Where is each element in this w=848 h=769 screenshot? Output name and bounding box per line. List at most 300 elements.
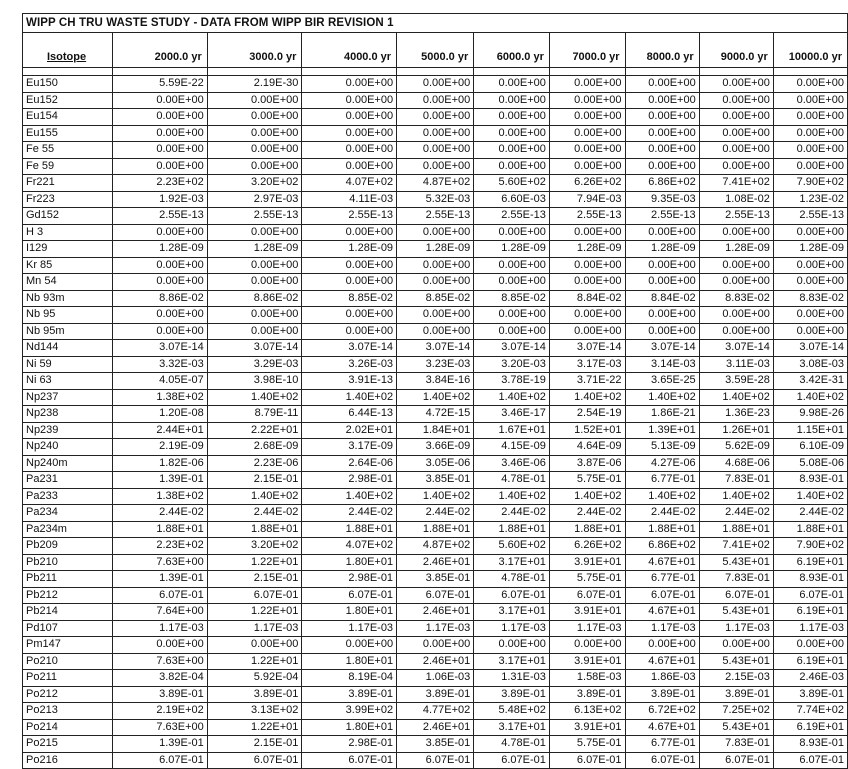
value-cell: 2.55E-13 <box>474 208 550 225</box>
value-cell: 3.59E-28 <box>699 373 773 390</box>
isotope-cell: Po211 <box>23 670 113 687</box>
value-cell: 0.00E+00 <box>549 76 625 93</box>
value-cell: 3.89E-01 <box>474 686 550 703</box>
value-cell: 0.00E+00 <box>474 323 550 340</box>
isotope-cell: Pb210 <box>23 554 113 571</box>
isotope-cell: Fr221 <box>23 175 113 192</box>
table-row <box>23 587 848 604</box>
value-cell: 1.80E+01 <box>302 653 397 670</box>
spacer-row <box>23 33 848 48</box>
value-cell: 0.00E+00 <box>699 323 773 340</box>
value-cell: 0.00E+00 <box>397 257 474 274</box>
isotope-cell: Pb212 <box>23 587 113 604</box>
value-cell: 0.00E+00 <box>699 637 773 654</box>
value-cell: 1.86E-21 <box>625 406 699 423</box>
value-cell: 0.00E+00 <box>207 158 302 175</box>
table-row <box>23 719 848 736</box>
value-cell: 2.44E-02 <box>113 505 208 522</box>
value-cell: 3.05E-06 <box>397 455 474 472</box>
table-row <box>23 521 848 538</box>
value-cell: 2.46E+01 <box>397 719 474 736</box>
value-cell: 5.43E+01 <box>699 653 773 670</box>
value-cell: 0.00E+00 <box>397 224 474 241</box>
value-cell: 6.10E-09 <box>773 439 847 456</box>
value-cell: 1.40E+02 <box>773 488 847 505</box>
value-cell: 0.00E+00 <box>549 158 625 175</box>
table-row <box>23 703 848 720</box>
column-header: 6000.0 yr <box>474 47 550 68</box>
value-cell: 3.07E-14 <box>302 340 397 357</box>
value-cell: 7.64E+00 <box>113 604 208 621</box>
value-cell: 3.17E+01 <box>474 653 550 670</box>
value-cell: 2.55E-13 <box>397 208 474 225</box>
table-row <box>23 439 848 456</box>
value-cell: 7.90E+02 <box>773 538 847 555</box>
value-cell: 1.38E+02 <box>113 488 208 505</box>
value-cell: 6.77E-01 <box>625 472 699 489</box>
value-cell: 1.40E+02 <box>207 389 302 406</box>
value-cell: 0.00E+00 <box>207 109 302 126</box>
value-cell: 0.00E+00 <box>549 257 625 274</box>
value-cell: 4.87E+02 <box>397 538 474 555</box>
value-cell: 4.05E-07 <box>113 373 208 390</box>
value-cell: 0.00E+00 <box>302 274 397 291</box>
value-cell: 0.00E+00 <box>625 92 699 109</box>
value-cell: 1.28E-09 <box>474 241 550 258</box>
isotope-cell: Po214 <box>23 719 113 736</box>
value-cell: 1.39E-01 <box>113 571 208 588</box>
value-cell: 0.00E+00 <box>474 76 550 93</box>
isotope-cell: Mn 54 <box>23 274 113 291</box>
value-cell: 2.64E-06 <box>302 455 397 472</box>
value-cell: 3.89E-01 <box>397 686 474 703</box>
value-cell: 0.00E+00 <box>699 142 773 159</box>
isotope-cell: Fe 55 <box>23 142 113 159</box>
table-row <box>23 92 848 109</box>
value-cell: 1.23E-02 <box>773 191 847 208</box>
value-cell: 4.11E-03 <box>302 191 397 208</box>
value-cell: 1.80E+01 <box>302 604 397 621</box>
value-cell: 0.00E+00 <box>773 92 847 109</box>
value-cell: 3.89E-01 <box>113 686 208 703</box>
value-cell: 0.00E+00 <box>625 224 699 241</box>
table-row <box>23 538 848 555</box>
value-cell: 0.00E+00 <box>113 323 208 340</box>
value-cell: 1.17E-03 <box>302 620 397 637</box>
value-cell: 0.00E+00 <box>113 274 208 291</box>
isotope-cell: Pa231 <box>23 472 113 489</box>
value-cell: 3.89E-01 <box>699 686 773 703</box>
data-table <box>22 13 848 769</box>
value-cell: 0.00E+00 <box>773 224 847 241</box>
value-cell: 1.40E+02 <box>699 488 773 505</box>
value-cell: 3.14E-03 <box>625 356 699 373</box>
isotope-cell: Pb214 <box>23 604 113 621</box>
value-cell: 8.93E-01 <box>773 736 847 753</box>
value-cell: 0.00E+00 <box>773 323 847 340</box>
value-cell: 0.00E+00 <box>474 224 550 241</box>
value-cell: 2.44E-02 <box>474 505 550 522</box>
value-cell: 2.19E+02 <box>113 703 208 720</box>
value-cell: 3.13E+02 <box>207 703 302 720</box>
value-cell: 1.22E+01 <box>207 604 302 621</box>
isotope-cell: Nd144 <box>23 340 113 357</box>
value-cell: 0.00E+00 <box>699 224 773 241</box>
table-row <box>23 76 848 93</box>
value-cell: 3.08E-03 <box>773 356 847 373</box>
table-row <box>23 175 848 192</box>
value-cell: 5.60E+02 <box>474 175 550 192</box>
value-cell: 3.23E-03 <box>397 356 474 373</box>
value-cell: 1.88E+01 <box>302 521 397 538</box>
value-cell: 3.78E-19 <box>474 373 550 390</box>
value-cell: 2.46E-03 <box>773 670 847 687</box>
isotope-cell: I129 <box>23 241 113 258</box>
value-cell: 0.00E+00 <box>474 92 550 109</box>
value-cell: 1.80E+01 <box>302 719 397 736</box>
value-cell: 6.86E+02 <box>625 538 699 555</box>
value-cell: 1.40E+02 <box>474 389 550 406</box>
value-cell: 1.28E-09 <box>113 241 208 258</box>
value-cell: 0.00E+00 <box>207 257 302 274</box>
value-cell: 1.22E+01 <box>207 719 302 736</box>
isotope-cell: Pb209 <box>23 538 113 555</box>
value-cell: 1.88E+01 <box>625 521 699 538</box>
value-cell: 1.17E-03 <box>113 620 208 637</box>
value-cell: 8.19E-04 <box>302 670 397 687</box>
column-header: 5000.0 yr <box>397 47 474 68</box>
value-cell: 8.93E-01 <box>773 571 847 588</box>
value-cell: 1.40E+02 <box>207 488 302 505</box>
value-cell: 3.89E-01 <box>773 686 847 703</box>
value-cell: 5.43E+01 <box>699 554 773 571</box>
value-cell: 0.00E+00 <box>549 125 625 142</box>
isotope-cell: Nb 95 <box>23 307 113 324</box>
value-cell: 6.07E-01 <box>302 587 397 604</box>
table-row <box>23 554 848 571</box>
isotope-cell: Eu155 <box>23 125 113 142</box>
value-cell: 0.00E+00 <box>549 224 625 241</box>
column-header: 8000.0 yr <box>625 47 699 68</box>
value-cell: 0.00E+00 <box>302 257 397 274</box>
value-cell: 1.40E+02 <box>397 389 474 406</box>
value-cell: 0.00E+00 <box>773 637 847 654</box>
value-cell: 0.00E+00 <box>302 92 397 109</box>
value-cell: 0.00E+00 <box>302 142 397 159</box>
column-header: 2000.0 yr <box>113 47 208 68</box>
value-cell: 1.28E-09 <box>773 241 847 258</box>
table-row <box>23 142 848 159</box>
value-cell: 3.87E-06 <box>549 455 625 472</box>
value-cell: 3.82E-04 <box>113 670 208 687</box>
value-cell: 1.20E-08 <box>113 406 208 423</box>
value-cell: 0.00E+00 <box>397 274 474 291</box>
value-cell: 8.86E-02 <box>113 290 208 307</box>
value-cell: 0.00E+00 <box>549 323 625 340</box>
value-cell: 0.00E+00 <box>302 158 397 175</box>
value-cell: 3.66E-09 <box>397 439 474 456</box>
value-cell: 1.88E+01 <box>699 521 773 538</box>
value-cell: 0.00E+00 <box>397 142 474 159</box>
value-cell: 0.00E+00 <box>397 125 474 142</box>
value-cell: 0.00E+00 <box>113 109 208 126</box>
value-cell: 0.00E+00 <box>625 109 699 126</box>
value-cell: 6.07E-01 <box>549 587 625 604</box>
value-cell: 1.28E-09 <box>625 241 699 258</box>
value-cell: 6.07E-01 <box>474 752 550 769</box>
value-cell: 3.07E-14 <box>625 340 699 357</box>
value-cell: 0.00E+00 <box>549 109 625 126</box>
value-cell: 6.07E-01 <box>625 752 699 769</box>
value-cell: 0.00E+00 <box>397 637 474 654</box>
value-cell: 1.17E-03 <box>549 620 625 637</box>
value-cell: 4.78E-01 <box>474 472 550 489</box>
value-cell: 1.06E-03 <box>397 670 474 687</box>
value-cell: 1.86E-03 <box>625 670 699 687</box>
isotope-cell: Fr223 <box>23 191 113 208</box>
value-cell: 5.48E+02 <box>474 703 550 720</box>
value-cell: 1.22E+01 <box>207 653 302 670</box>
value-cell: 3.07E-14 <box>773 340 847 357</box>
isotope-cell: Np237 <box>23 389 113 406</box>
value-cell: 1.88E+01 <box>207 521 302 538</box>
table-row <box>23 389 848 406</box>
value-cell: 0.00E+00 <box>302 109 397 126</box>
value-cell: 0.00E+00 <box>207 307 302 324</box>
value-cell: 2.55E-13 <box>549 208 625 225</box>
table-row <box>23 620 848 637</box>
table-row <box>23 191 848 208</box>
table-row <box>23 505 848 522</box>
value-cell: 0.00E+00 <box>625 125 699 142</box>
isotope-cell: Np240m <box>23 455 113 472</box>
value-cell: 1.67E+01 <box>474 422 550 439</box>
value-cell: 0.00E+00 <box>699 92 773 109</box>
isotope-cell: Pa233 <box>23 488 113 505</box>
isotope-cell: Eu152 <box>23 92 113 109</box>
value-cell: 3.07E-14 <box>699 340 773 357</box>
value-cell: 3.91E-13 <box>302 373 397 390</box>
value-cell: 4.68E-06 <box>699 455 773 472</box>
value-cell: 6.07E-01 <box>773 587 847 604</box>
value-cell: 2.19E-09 <box>113 439 208 456</box>
isotope-cell: Np240 <box>23 439 113 456</box>
value-cell: 4.78E-01 <box>474 571 550 588</box>
isotope-cell: Nb 95m <box>23 323 113 340</box>
value-cell: 2.68E-09 <box>207 439 302 456</box>
table-row <box>23 125 848 142</box>
isotope-cell: Eu150 <box>23 76 113 93</box>
value-cell: 2.55E-13 <box>302 208 397 225</box>
value-cell: 1.39E+01 <box>625 422 699 439</box>
value-cell: 1.80E+01 <box>302 554 397 571</box>
value-cell: 8.79E-11 <box>207 406 302 423</box>
value-cell: 2.44E-02 <box>302 505 397 522</box>
value-cell: 8.93E-01 <box>773 472 847 489</box>
value-cell: 5.43E+01 <box>699 719 773 736</box>
value-cell: 6.19E+01 <box>773 554 847 571</box>
value-cell: 0.00E+00 <box>207 637 302 654</box>
isotope-cell: Pm147 <box>23 637 113 654</box>
isotope-cell: Ni 59 <box>23 356 113 373</box>
isotope-cell: Fe 59 <box>23 158 113 175</box>
value-cell: 2.54E-19 <box>549 406 625 423</box>
value-cell: 0.00E+00 <box>699 307 773 324</box>
value-cell: 3.26E-03 <box>302 356 397 373</box>
value-cell: 1.39E-01 <box>113 736 208 753</box>
table-row <box>23 736 848 753</box>
value-cell: 3.32E-03 <box>113 356 208 373</box>
value-cell: 0.00E+00 <box>549 307 625 324</box>
value-cell: 6.72E+02 <box>625 703 699 720</box>
value-cell: 5.59E-22 <box>113 76 208 93</box>
column-header: 3000.0 yr <box>207 47 302 68</box>
value-cell: 3.71E-22 <box>549 373 625 390</box>
value-cell: 0.00E+00 <box>549 92 625 109</box>
value-cell: 0.00E+00 <box>397 76 474 93</box>
value-cell: 1.40E+02 <box>302 389 397 406</box>
value-cell: 0.00E+00 <box>113 158 208 175</box>
value-cell: 5.43E+01 <box>699 604 773 621</box>
value-cell: 0.00E+00 <box>549 142 625 159</box>
table-row <box>23 307 848 324</box>
value-cell: 0.00E+00 <box>113 142 208 159</box>
value-cell: 0.00E+00 <box>207 125 302 142</box>
value-cell: 2.23E+02 <box>113 175 208 192</box>
value-cell: 0.00E+00 <box>625 76 699 93</box>
value-cell: 2.44E-02 <box>549 505 625 522</box>
isotope-cell: Np239 <box>23 422 113 439</box>
value-cell: 3.29E-03 <box>207 356 302 373</box>
value-cell: 1.40E+02 <box>625 389 699 406</box>
value-cell: 0.00E+00 <box>625 637 699 654</box>
isotope-cell: Ni 63 <box>23 373 113 390</box>
value-cell: 0.00E+00 <box>113 125 208 142</box>
value-cell: 4.72E-15 <box>397 406 474 423</box>
table-row <box>23 109 848 126</box>
isotope-cell: H 3 <box>23 224 113 241</box>
value-cell: 1.88E+01 <box>474 521 550 538</box>
value-cell: 6.07E-01 <box>699 752 773 769</box>
isotope-cell: Po213 <box>23 703 113 720</box>
value-cell: 1.88E+01 <box>113 521 208 538</box>
value-cell: 1.52E+01 <box>549 422 625 439</box>
value-cell: 0.00E+00 <box>207 224 302 241</box>
value-cell: 1.58E-03 <box>549 670 625 687</box>
value-cell: 7.41E+02 <box>699 538 773 555</box>
value-cell: 7.63E+00 <box>113 554 208 571</box>
value-cell: 1.28E-09 <box>699 241 773 258</box>
value-cell: 0.00E+00 <box>302 125 397 142</box>
value-cell: 3.89E-01 <box>625 686 699 703</box>
value-cell: 8.86E-02 <box>207 290 302 307</box>
value-cell: 1.17E-03 <box>625 620 699 637</box>
value-cell: 0.00E+00 <box>207 142 302 159</box>
value-cell: 3.17E+01 <box>474 604 550 621</box>
table-row <box>23 158 848 175</box>
value-cell: 7.63E+00 <box>113 653 208 670</box>
column-header-isotope: Isotope <box>23 47 113 68</box>
value-cell: 1.84E+01 <box>397 422 474 439</box>
value-cell: 5.32E-03 <box>397 191 474 208</box>
value-cell: 1.92E-03 <box>113 191 208 208</box>
value-cell: 3.91E+01 <box>549 604 625 621</box>
table-row <box>23 571 848 588</box>
value-cell: 6.07E-01 <box>397 752 474 769</box>
value-cell: 6.07E-01 <box>549 752 625 769</box>
value-cell: 6.07E-01 <box>773 752 847 769</box>
table-row <box>23 274 848 291</box>
isotope-cell: Gd152 <box>23 208 113 225</box>
value-cell: 5.75E-01 <box>549 571 625 588</box>
value-cell: 3.46E-06 <box>474 455 550 472</box>
table-row <box>23 422 848 439</box>
value-cell: 3.89E-01 <box>207 686 302 703</box>
table-row <box>23 488 848 505</box>
isotope-cell: Po215 <box>23 736 113 753</box>
value-cell: 1.38E+02 <box>113 389 208 406</box>
table-row <box>23 637 848 654</box>
value-cell: 6.07E-01 <box>302 752 397 769</box>
value-cell: 0.00E+00 <box>773 76 847 93</box>
value-cell: 2.44E+01 <box>113 422 208 439</box>
value-cell: 7.90E+02 <box>773 175 847 192</box>
value-cell: 8.83E-02 <box>699 290 773 307</box>
table-row <box>23 208 848 225</box>
value-cell: 3.91E+01 <box>549 653 625 670</box>
value-cell: 3.89E-01 <box>549 686 625 703</box>
value-cell: 3.42E-31 <box>773 373 847 390</box>
value-cell: 1.40E+02 <box>474 488 550 505</box>
value-cell: 6.86E+02 <box>625 175 699 192</box>
value-cell: 5.08E-06 <box>773 455 847 472</box>
value-cell: 3.17E+01 <box>474 554 550 571</box>
value-cell: 6.07E-01 <box>699 587 773 604</box>
value-cell: 3.91E+01 <box>549 719 625 736</box>
value-cell: 0.00E+00 <box>625 274 699 291</box>
value-cell: 1.40E+02 <box>773 389 847 406</box>
isotope-cell: Eu154 <box>23 109 113 126</box>
spreadsheet <box>22 13 848 769</box>
value-cell: 6.07E-01 <box>113 752 208 769</box>
value-cell: 0.00E+00 <box>302 224 397 241</box>
value-cell: 0.00E+00 <box>549 274 625 291</box>
value-cell: 4.67E+01 <box>625 653 699 670</box>
value-cell: 2.55E-13 <box>773 208 847 225</box>
value-cell: 7.41E+02 <box>699 175 773 192</box>
value-cell: 4.78E-01 <box>474 736 550 753</box>
value-cell: 0.00E+00 <box>474 158 550 175</box>
value-cell: 3.20E+02 <box>207 175 302 192</box>
value-cell: 3.07E-14 <box>474 340 550 357</box>
value-cell: 6.77E-01 <box>625 571 699 588</box>
value-cell: 3.85E-01 <box>397 736 474 753</box>
value-cell: 0.00E+00 <box>625 158 699 175</box>
value-cell: 0.00E+00 <box>474 637 550 654</box>
column-header: 7000.0 yr <box>549 47 625 68</box>
value-cell: 1.88E+01 <box>773 521 847 538</box>
value-cell: 0.00E+00 <box>625 142 699 159</box>
value-cell: 2.15E-01 <box>207 571 302 588</box>
value-cell: 2.19E-30 <box>207 76 302 93</box>
value-cell: 6.13E+02 <box>549 703 625 720</box>
value-cell: 6.07E-01 <box>474 587 550 604</box>
value-cell: 3.07E-14 <box>397 340 474 357</box>
value-cell: 3.11E-03 <box>699 356 773 373</box>
value-cell: 1.40E+02 <box>549 389 625 406</box>
blank-row <box>23 68 848 76</box>
value-cell: 1.28E-09 <box>302 241 397 258</box>
